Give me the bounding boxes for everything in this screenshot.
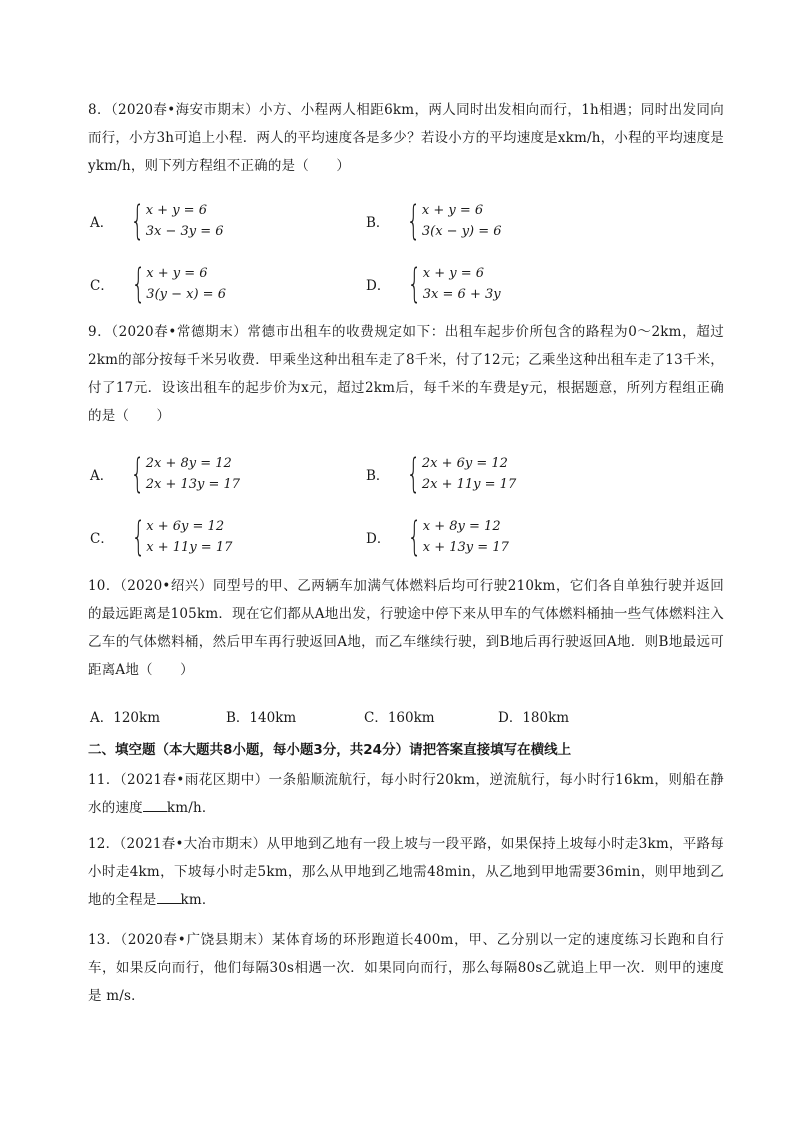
section-heading: 二、填空题（本大题共8小题，每小题3分，共24分）请把答案直接填写在横线上: [88, 742, 572, 758]
equation: x + y = 6: [145, 203, 207, 218]
equation-system: [120, 263, 226, 305]
equation: x + 13y = 17: [422, 540, 509, 555]
question-13-text: 13．（2020春•广饶县期末）某体育场的环形跑道长400m，甲、乙分别以一定的速度练习长跑和自行车，如果反向而行，他们每隔30s相遇一次．如果同向而行，那么每隔80s乙就追上甲一次．则甲的速度是 m/s．: [88, 932, 724, 1004]
question-10-text: 10．（2020•绍兴）同型号的甲、乙两辆车加满气体燃料后均可行驶210km，它们各自单独行驶并返回的最远距离是105km．现在它们都从A地出发，行驶途中停下来从甲车的气体燃料桶抽一些气体燃料注入乙车的气体燃料桶，然后甲车再行驶返回A地，而乙车继续行驶，到B地后再行驶返回A地．则B地最远可距离A地（ ）: [88, 578, 724, 678]
equation: 2x + 13y = 17: [145, 477, 241, 492]
equation-system: [119, 453, 240, 495]
option-value: 140km: [249, 710, 297, 726]
equation: 3x = 6 + 3y: [422, 287, 501, 302]
option-label: D．: [366, 531, 391, 547]
equation: x + 11y = 17: [146, 540, 233, 555]
equation: x + y = 6: [146, 266, 208, 281]
equation: x + 6y = 12: [146, 519, 225, 534]
option-label: A．: [90, 215, 114, 231]
q10-option-c: [364, 706, 435, 726]
brace-icon: {: [131, 261, 146, 307]
equation-system: [120, 516, 233, 558]
q9-option-c: [90, 516, 232, 558]
brace-icon: {: [407, 514, 422, 560]
question-9-text: 9．（2020春•常德期末）常德市出租车的收费规定如下：出租车起步价所包含的路程为0～2km，超过2km的部分按每千米另收费．甲乘坐这种出租车走了8千米，付了12元；乙乘坐这种出租车走了13千米，付了17元．设该出租车的起步价为x元，超过2km后，每千米的车费是y元，根据题意，所列方程组正确的是（ ）: [88, 324, 724, 424]
equation-system: [395, 200, 501, 242]
answer-blank[interactable]: [157, 889, 181, 904]
option-value: 160km: [387, 710, 435, 726]
equation: 2x + 8y = 12: [145, 456, 232, 471]
brace-icon: {: [131, 514, 146, 560]
option-label: B．: [226, 710, 250, 726]
equation-system: [119, 200, 223, 242]
equation: 2x + 11y = 17: [421, 477, 517, 492]
question-8-text: 8．（2020春•海安市期末）小方、小程两人相距6km，两人同时出发相向而行，1h相遇；同时出发同向而行，小方3h可追上小程．两人的平均速度各是多少？若设小方的平均速度是xkm/h，小程的平均速度是ykm/h，则下列方程组不正确的是（ ）: [88, 102, 724, 174]
q8-option-d: [366, 263, 501, 305]
equation: x + 8y = 12: [422, 519, 501, 534]
option-label: B．: [366, 468, 390, 484]
equation: 3(x − y) = 6: [421, 224, 502, 239]
q9-option-d: [366, 516, 509, 558]
option-label: C．: [90, 278, 114, 294]
answer-blank[interactable]: [143, 797, 167, 812]
equation-system: [396, 263, 500, 305]
option-label: C．: [364, 710, 388, 726]
option-label: C．: [90, 531, 114, 547]
option-label: A．: [90, 468, 114, 484]
option-label: A．: [90, 710, 114, 726]
brace-icon: {: [130, 451, 145, 497]
brace-icon: {: [406, 198, 421, 244]
q9-option-a: [90, 453, 240, 495]
question-text: 12．（2021春•大冶市期末）从甲地到乙地有一段上坡与一段平路，如果保持上坡每小时走3km，平路每小时走4km，下坡每小时走5km，那么从甲地到乙地需48min，从乙地到甲地需要36min，则甲地到乙地的全程是: [88, 836, 724, 908]
equation: 3x − 3y = 6: [145, 224, 224, 239]
q10-option-d: [498, 706, 569, 726]
q8-option-c: [90, 263, 226, 305]
option-label: D．: [498, 710, 523, 726]
q8-option-a: [90, 200, 224, 242]
equation: 2x + 6y = 12: [421, 456, 508, 471]
option-value: 180km: [522, 710, 570, 726]
q10-option-a: [90, 706, 160, 726]
equation: x + y = 6: [421, 203, 484, 218]
brace-icon: {: [406, 451, 421, 497]
equation: x + y = 6: [422, 266, 485, 281]
option-label: D．: [366, 278, 391, 294]
question-11-text: [88, 766, 724, 822]
question-text: 11．（2021春•雨花区期中）一条船顺流航行，每小时行20km，逆流航行，每小时行16km，则船在静水的速度: [88, 772, 724, 816]
equation: 3(y − x) = 6: [146, 287, 226, 302]
question-12-text: [88, 830, 724, 914]
option-label: B．: [366, 215, 390, 231]
q9-option-b: [366, 453, 516, 495]
brace-icon: {: [130, 198, 145, 244]
equation-system: [396, 516, 509, 558]
brace-icon: {: [407, 261, 422, 307]
question-text: km/h．: [166, 800, 216, 816]
option-value: 120km: [113, 710, 160, 726]
q10-option-b: [226, 706, 296, 726]
equation-system: [395, 453, 516, 495]
q8-option-b: [366, 200, 502, 242]
question-text: km．: [180, 892, 216, 908]
